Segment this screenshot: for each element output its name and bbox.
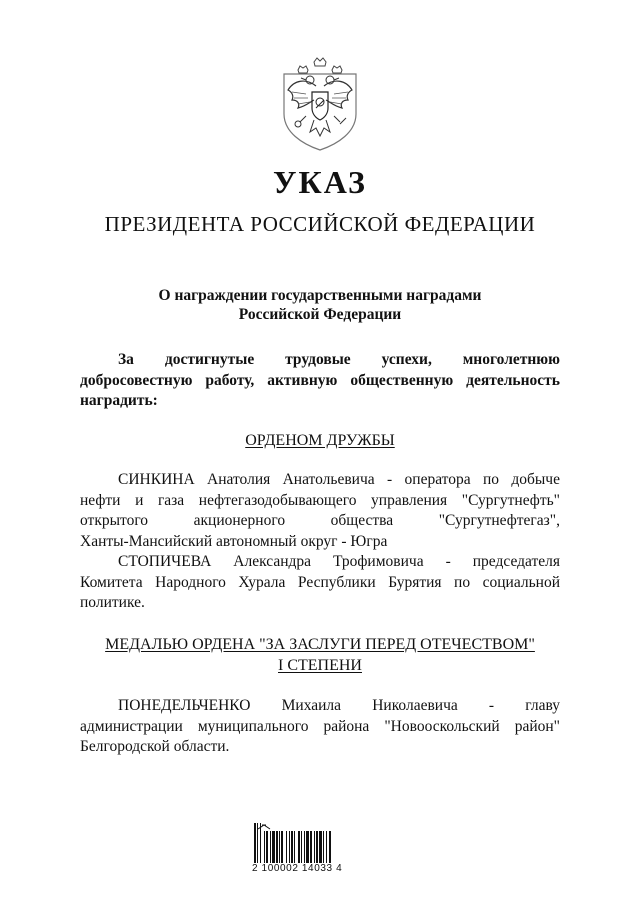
- preamble-line: добросовестную работу, активную общественную деятельность: [80, 371, 560, 389]
- barcode-bar: [326, 831, 327, 863]
- barcode-bar: [272, 831, 275, 863]
- barcode-bar: [257, 823, 258, 863]
- barcode-bar: [294, 831, 295, 863]
- recipient-line: СИНКИНА Анатолия Анатольевича - оператора по добыче: [118, 471, 560, 488]
- barcode-bar: [289, 831, 290, 863]
- decree-subject-line: Российской Федерации: [238, 306, 402, 323]
- barcode-bar: [266, 831, 268, 863]
- preamble-line: наградить:: [80, 392, 158, 410]
- decree-subject-line: О награждении государственными наградами: [158, 287, 482, 304]
- recipient-line: политике.: [80, 594, 145, 612]
- barcode-bar: [286, 831, 287, 863]
- barcode: [252, 823, 372, 863]
- recipient-line: администрации муниципального района "Новооскольский район": [80, 717, 560, 735]
- barcode-bar: [270, 831, 271, 863]
- award-heading-line: ОРДЕНОМ ДРУЖБЫ: [245, 432, 395, 449]
- barcode-bar: [279, 831, 280, 863]
- recipient-line: ПОНЕДЕЛЬЧЕНКО Михаила Николаевича - главу: [118, 697, 560, 714]
- barcode-bar: [291, 831, 293, 863]
- decree-subject: [0, 286, 640, 324]
- barcode-bar: [298, 831, 300, 863]
- recipient-line: Комитета Народного Хурала Республики Бурятия по социальной: [80, 573, 560, 591]
- document-title: УКАЗ: [273, 164, 367, 200]
- barcode-bar: [316, 831, 318, 863]
- barcode-bar: [329, 831, 331, 863]
- barcode-bar: [314, 831, 315, 863]
- recipient-line: Белгородской области.: [80, 738, 230, 756]
- award-heading-line: МЕДАЛЬЮ ОРДЕНА "ЗА ЗАСЛУГИ ПЕРЕД ОТЕЧЕСТВОМ": [105, 636, 535, 653]
- barcode-bar: [310, 831, 312, 863]
- barcode-number: 2 100002 14033 4: [252, 863, 343, 874]
- barcode-bar: [306, 831, 309, 863]
- barcode-bar: [254, 823, 256, 863]
- recipient-sinkin: [80, 470, 560, 552]
- document-subtitle: ПРЕЗИДЕНТА РОССИЙСКОЙ ФЕДЕРАЦИИ: [104, 212, 536, 236]
- recipient-line: СТОПИЧЕВА Александра Трофимовича - председателя: [118, 553, 560, 570]
- barcode-bar: [301, 831, 302, 863]
- preamble: [80, 350, 560, 412]
- recipient-line: открытого акционерного общества "Сургутнефтегаз",: [80, 512, 560, 530]
- barcode-bar: [276, 831, 278, 863]
- recipient-stopichev: [80, 552, 560, 614]
- barcode-bar: [304, 831, 305, 863]
- barcode-bar: [281, 831, 283, 863]
- barcode-mark-icon: [258, 825, 270, 829]
- recipient-ponedelchenko: [80, 696, 560, 758]
- award-heading-medal-order-of-merit: [0, 634, 640, 676]
- recipient-line: Ханты-Мансийский автономный округ - Югра: [80, 532, 388, 550]
- coat-of-arms-icon: [276, 56, 364, 152]
- recipient-line: нефти и газа нефтегазодобывающего управления "Сургутнефть": [80, 491, 560, 509]
- barcode-bar: [260, 823, 261, 863]
- award-heading-order-of-friendship: [0, 430, 640, 451]
- preamble-line: За достигнутые трудовые успехи, многолетнюю: [118, 351, 560, 368]
- barcode-bar: [264, 831, 265, 863]
- barcode-bar: [323, 831, 324, 863]
- award-heading-line: I СТЕПЕНИ: [278, 657, 362, 674]
- barcode-bar: [319, 831, 322, 863]
